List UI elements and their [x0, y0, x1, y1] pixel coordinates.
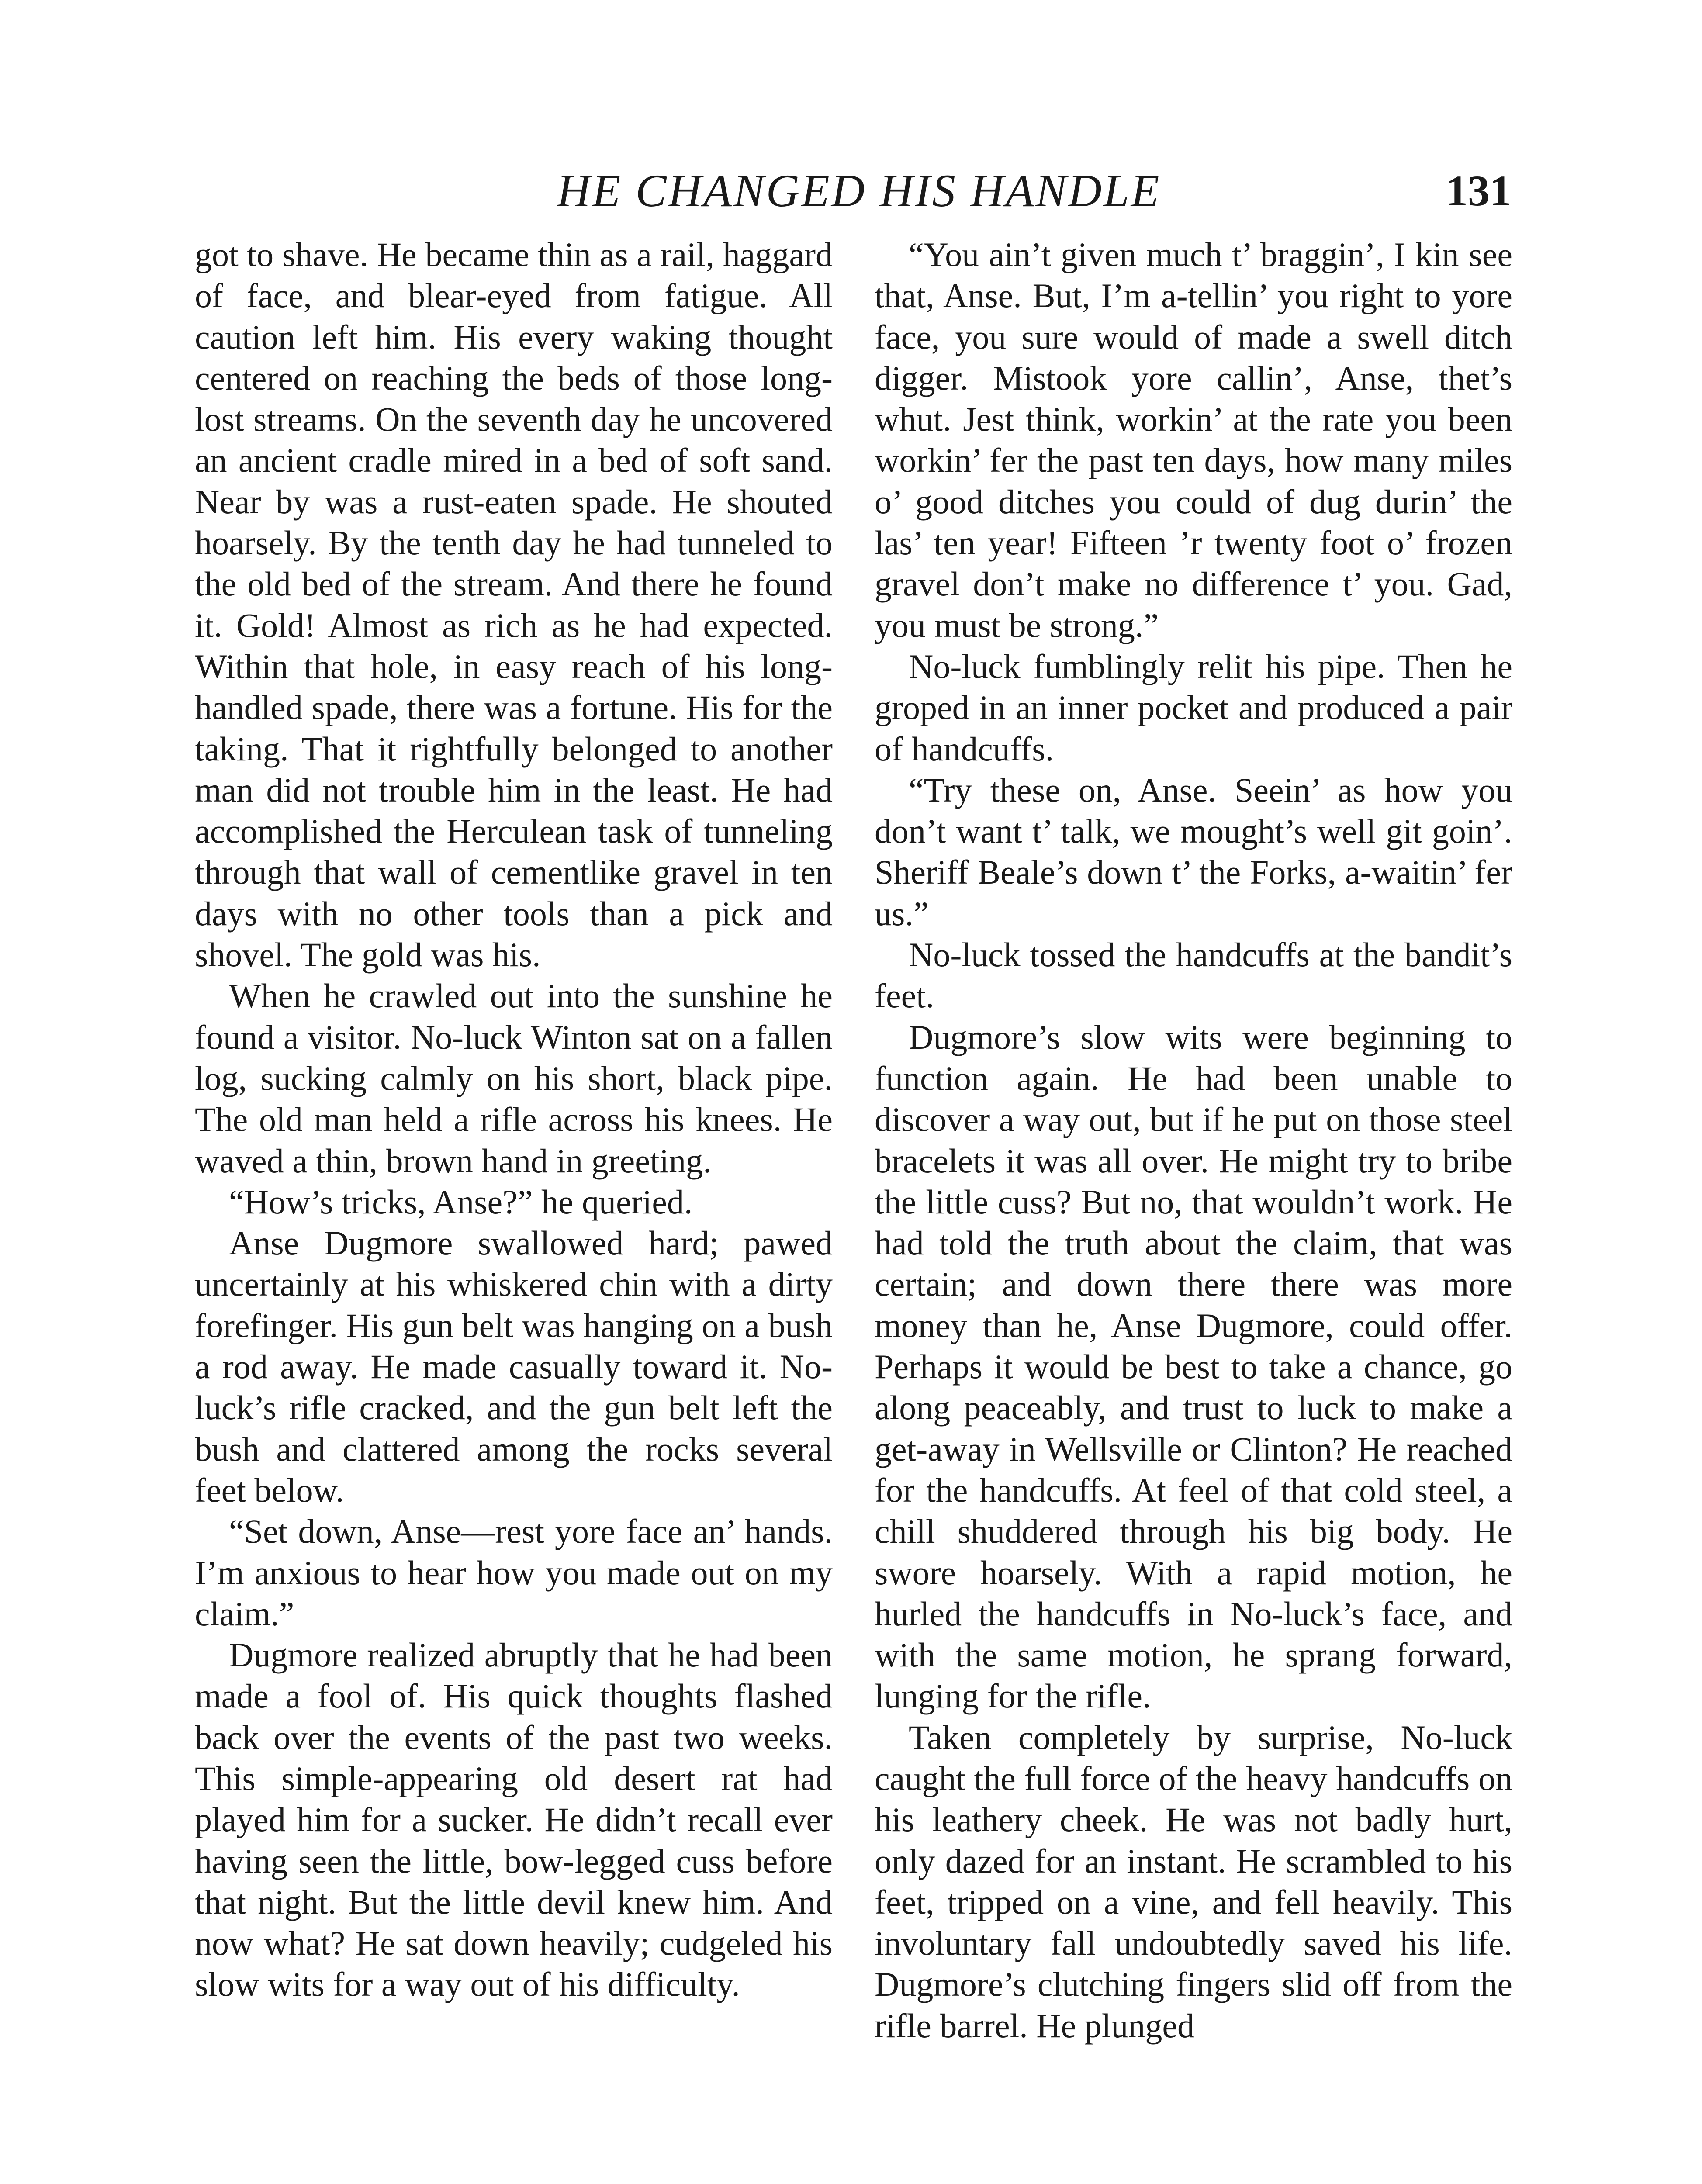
paragraph: “Try these on, Anse. Seein’ as how you don’t want t’ talk, we mought’s well git goin’. Sheriff Beale’s down t’ the Forks, a-waitin’ fer us.” — [875, 771, 1512, 933]
paragraph: When he crawled out into the sunshine he found a visitor. No-luck Winton sat on a fallen log, sucking calmly on his short, black pipe. The old man held a rifle across his knees. He waved a thin, brown hand in greeting. — [195, 977, 833, 1180]
paragraph: Taken completely by surprise, No-luck caught the full force of the heavy handcuffs on his leathery cheek. He was not badly hurt, only dazed for an instant. He scrambled to his feet, tripped on a vine, and fell heavily. This involuntary fall undoubtedly saved his life. Dugmore’s clutching fingers slid off from the rifle barrel. He plunged — [875, 1718, 1512, 2045]
text-column-left — [195, 234, 833, 2005]
paragraph: “How’s tricks, Anse?” he queried. — [229, 1182, 693, 1221]
paragraph: Dugmore realized abruptly that he had been made a fool of. His quick thoughts flashed back over the events of the past two weeks. This simple-appearing old desert rat had played him for a sucker. He didn’t recall ever having seen the little, bow-legged cuss before that night. But the little devil knew him. And now what? He sat down heavily; cudgeled his slow wits for a way out of his difficulty. — [195, 1636, 833, 2004]
paragraph: Anse Dugmore swallowed hard; pawed uncertainly at his whiskered chin with a dirty forefinger. His gun belt was hanging on a bush a rod away. He made casually toward it. No-luck’s rifle cracked, and the gun belt left the bush and clattered among the rocks several feet below. — [195, 1224, 833, 1509]
paragraph: “Set down, Anse—rest yore face an’ hands. I’m anxious to hear how you made out on my claim.” — [195, 1512, 833, 1633]
page-number: 131 — [1446, 166, 1512, 215]
paragraph: got to shave. He became thin as a rail, haggard of face, and blear-eyed from fatigue. All caution left him. His every waking thought centered on reaching the beds of those long-lost streams. On the seventh day he uncovered an ancient cradle mired in a bed of soft sand. Near by was a rust-eaten spade. He shouted hoarsely. By the tenth day he had tunneled to the old bed of the stream. And there he found it. Gold! Almost as rich as he had expected. Within that hole, in easy reach of his long-handled spade, there was a fortune. His for the taking. That it rightfully belonged to another man did not trouble him in the least. He had accomplished the Herculean task of tunneling through that wall of cementlike gravel in ten days with no other tools than a pick and shovel. The gold was his. — [195, 235, 833, 974]
paragraph: Dugmore’s slow wits were beginning to function again. He had been unable to discover a way out, but if he put on those steel bracelets it was all over. He might try to bribe the little cuss? But no, that wouldn’t work. He had told the truth about the claim, that was certain; and down there there was more money than he, Anse Dugmore, could offer. Perhaps it would be best to take a chance, go along peaceably, and trust to luck to make a get-away in Wellsville or Clinton? He reached for the handcuffs. At feel of that cold steel, a chill shuddered through his big body. He swore hoarsely. With a rapid motion, he hurled the handcuffs in No-luck’s face, and with the same motion, he sprang forward, lunging for the rifle. — [875, 1018, 1512, 1715]
paragraph: “You ain’t given much t’ braggin’, I kin see that, Anse. But, I’m a-tellin’ you right to yore face, you sure would of made a swell ditch digger. Mistook yore callin’, Anse, thet’s whut. Jest think, workin’ at the rate you been workin’ fer the past ten days, how many miles o’ good ditches you could of dug durin’ the las’ ten year! Fifteen ’r twenty foot o’ frozen gravel don’t make no difference t’ you. Gad, you must be strong.” — [875, 235, 1512, 644]
paragraph: No-luck fumblingly relit his pipe. Then he groped in an inner pocket and produced a pair of handcuffs. — [875, 647, 1512, 768]
paragraph: No-luck tossed the handcuffs at the bandit’s feet. — [875, 936, 1512, 1015]
page-header — [0, 162, 1702, 219]
text-column-right — [875, 234, 1512, 2046]
running-head: HE CHANGED HIS HANDLE — [557, 165, 1161, 216]
